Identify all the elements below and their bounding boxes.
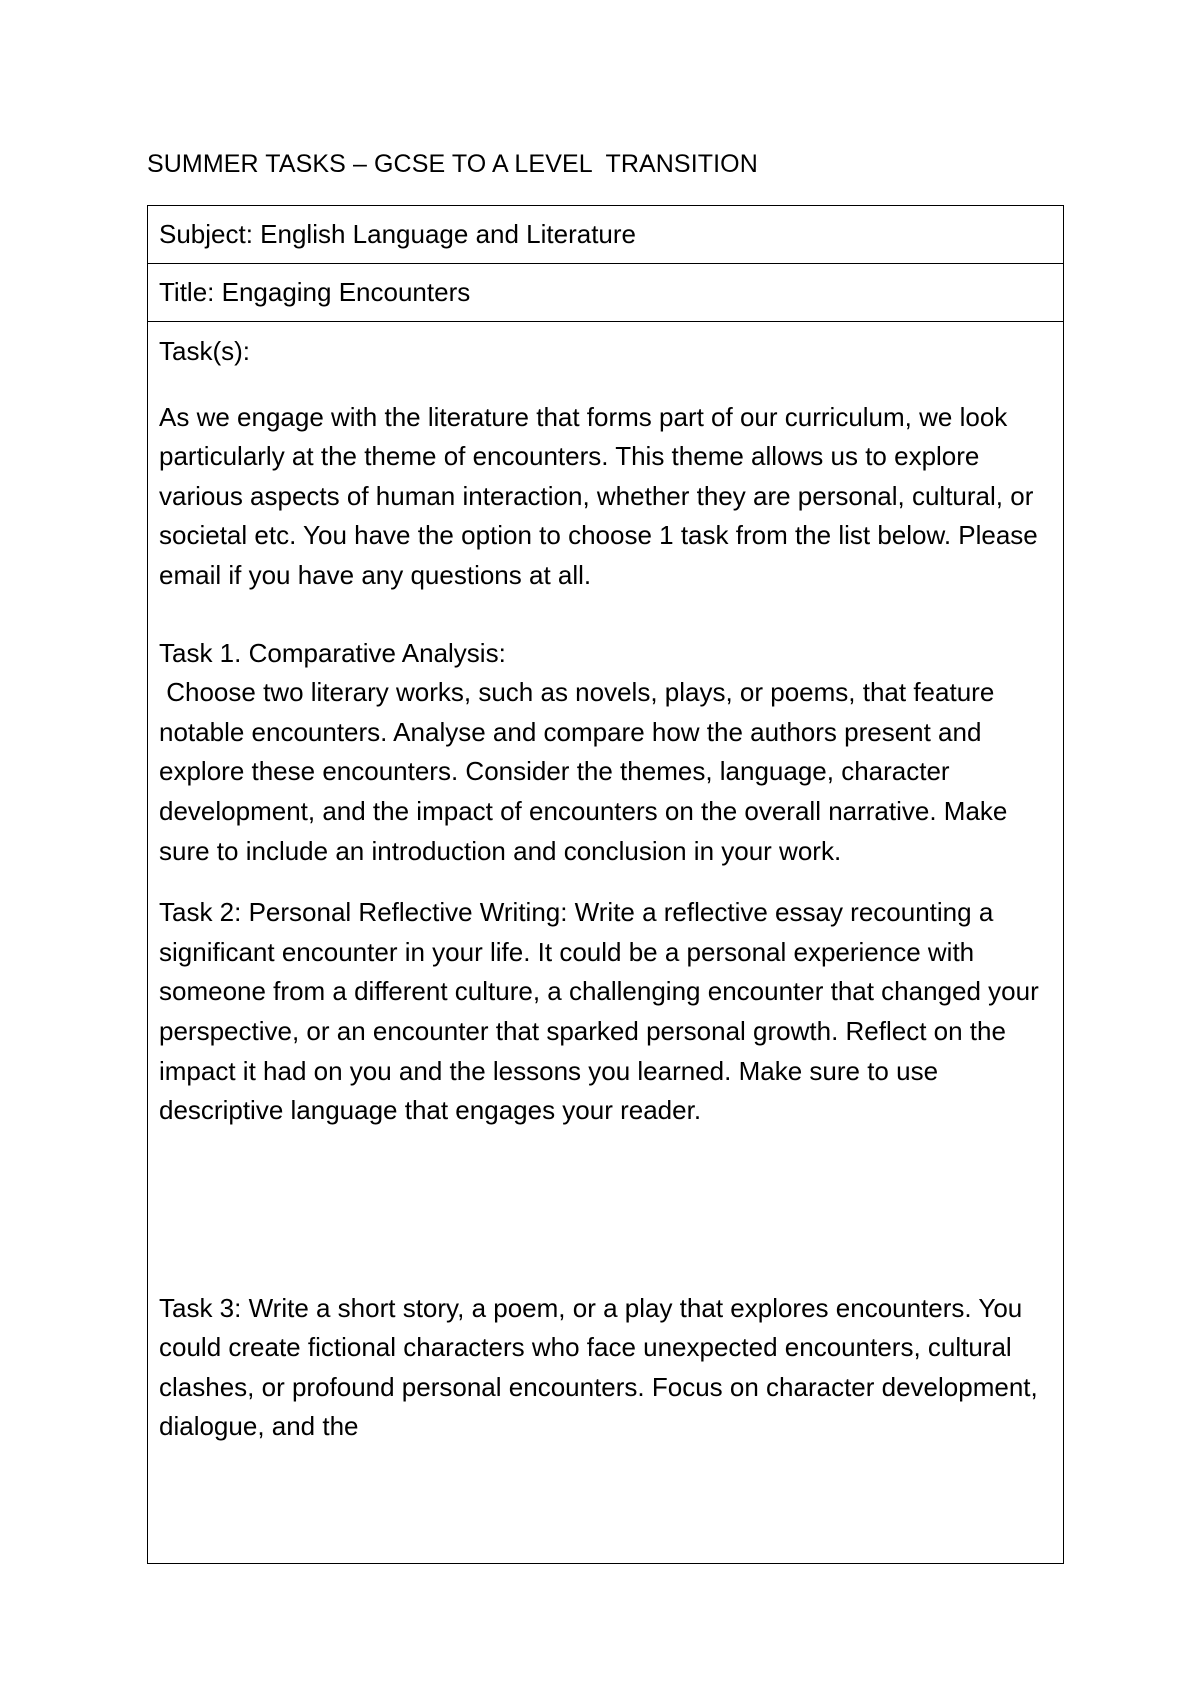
intro-paragraph: As we engage with the literature that forms part of our curriculum, we look particularly at the theme of encounters. This theme allows us to explore various aspects of human interaction, whether they are personal, cultural, or societal etc. You have the option to choose 1 task from the list below. Please email if you have any questions at all. (159, 401, 1038, 590)
subject-text: Subject: English Language and Literature (159, 219, 637, 249)
title-text: Title: Engaging Encounters (159, 277, 471, 307)
task3-paragraph: Task 3: Write a short story, a poem, or a play that explores encounters. You could create fictional characters who face unexpected encounters, cultural clashes, or profound personal encounters. Focus on character development, dialogue, and the (159, 1292, 1038, 1442)
tasks-cell (148, 322, 1063, 1447)
task1-body: Choose two literary works, such as novels, plays, or poems, that feature notable encounters. Analyse and compare how the authors present and explore these encounters. Consider the themes, language, character development, and the impact of encounters on the overall narrative. Make sure to include an introduction and conclusion in your work. (159, 677, 1015, 866)
document-heading: SUMMER TASKS – GCSE TO A LEVEL TRANSITION (147, 150, 758, 178)
task1-heading: Task 1. Comparative Analysis: (159, 637, 506, 668)
task2-paragraph: Task 2: Personal Reflective Writing: Write a reflective essay recounting a significant encounter in your life. It could be a personal experience with someone from a different culture, a challenging encounter that changed your perspective, or an encounter that sparked personal growth. Reflect on the impact it had on you and the lessons you learned. Make sure to use descriptive language that engages your reader. (159, 897, 1039, 1126)
task-table (147, 205, 1064, 1564)
subject-row (148, 206, 1063, 264)
tasks-label: Task(s): (159, 336, 250, 366)
title-row (148, 264, 1063, 322)
